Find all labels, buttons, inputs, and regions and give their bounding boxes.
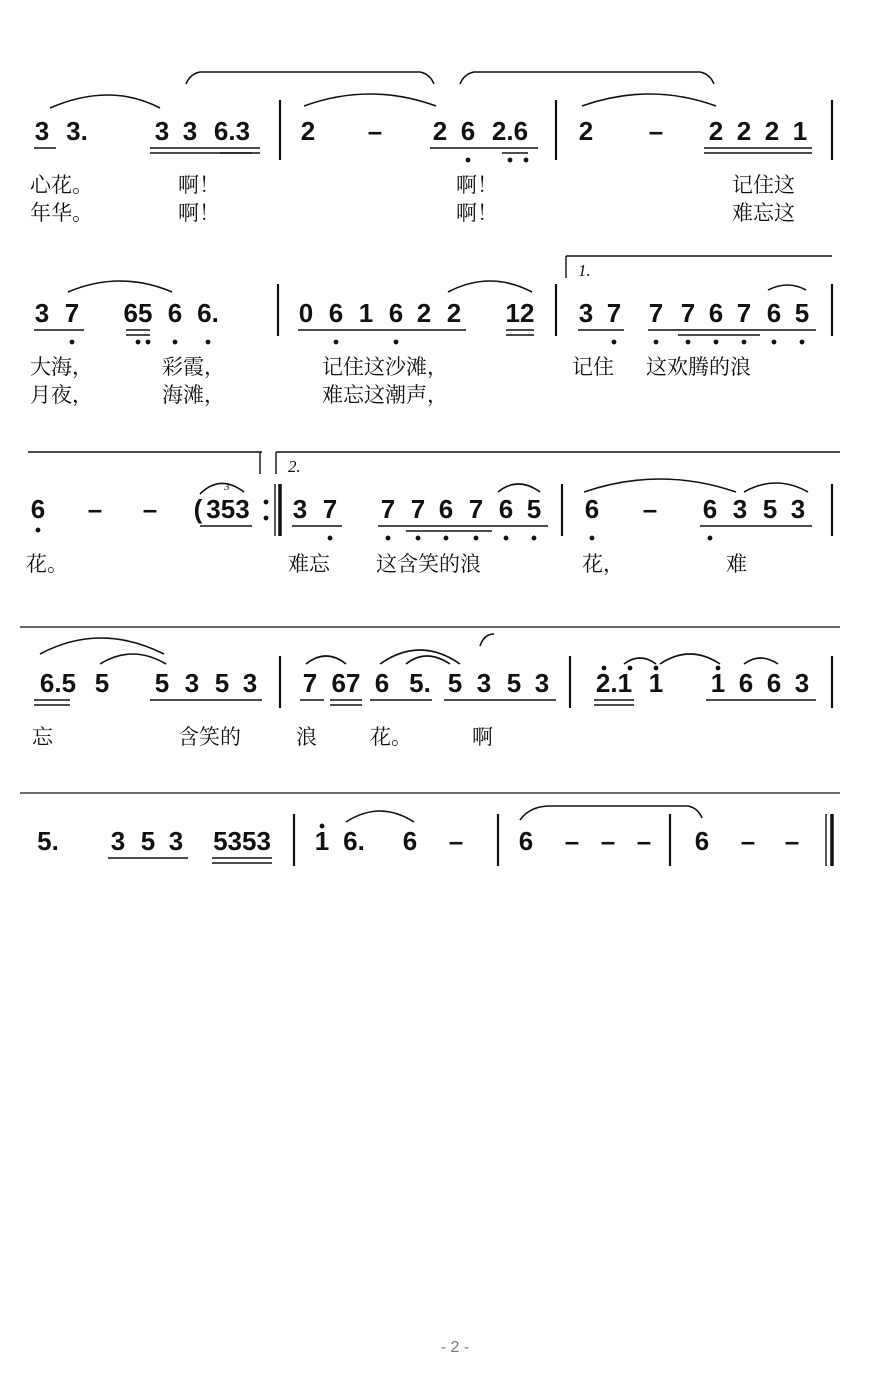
note: 67: [331, 668, 361, 698]
lyric-word: 心花。: [30, 173, 93, 197]
lyric-word: 含笑的: [178, 725, 241, 749]
note: 6: [766, 298, 782, 328]
note: 6.: [343, 826, 365, 856]
slur: [460, 72, 714, 84]
note: 1: [648, 668, 664, 698]
octave-dot: [264, 500, 269, 505]
lyric-word: 啊！: [456, 201, 498, 225]
note: 6: [584, 494, 600, 524]
octave-dot: [394, 340, 399, 345]
slur: [582, 94, 716, 106]
note: 7: [680, 298, 696, 328]
octave-dot: [36, 528, 41, 533]
slur: [624, 658, 656, 664]
lyric-word: 忘: [32, 725, 53, 749]
note: 12: [505, 298, 535, 328]
note: –: [740, 826, 756, 856]
note: –: [784, 826, 800, 856]
note: –: [142, 494, 158, 524]
lyric-word: 花。: [370, 725, 412, 749]
slur: [304, 94, 436, 106]
lyric-word: 花。: [26, 552, 68, 576]
note: 353: [206, 494, 250, 524]
note: 7: [322, 494, 338, 524]
note: 2: [764, 116, 780, 146]
note: 6: [167, 298, 183, 328]
lyric-word: 月夜，: [30, 383, 93, 407]
note: 5: [214, 668, 230, 698]
note: 6: [708, 298, 724, 328]
note: 3: [790, 494, 806, 524]
note: 7: [648, 298, 664, 328]
note: 1: [358, 298, 374, 328]
slur: [520, 806, 702, 820]
note: 7: [64, 298, 80, 328]
note: 3: [794, 668, 810, 698]
note: 3: [184, 668, 200, 698]
lyric-word: 难忘: [288, 552, 330, 576]
slur: [744, 483, 808, 492]
volta-second-label: 2.: [288, 457, 301, 476]
note: 3: [154, 116, 170, 146]
note: 6: [402, 826, 418, 856]
octave-dot: [800, 340, 805, 345]
score-lines: [20, 72, 840, 866]
octave-dot: [416, 536, 421, 541]
note: 0: [298, 298, 314, 328]
lyric-word: 海滩，: [162, 383, 225, 407]
note: –: [600, 826, 616, 856]
note: 6: [498, 494, 514, 524]
octave-dot: [328, 536, 333, 541]
octave-dot: [444, 536, 449, 541]
slur: [346, 811, 414, 822]
note: 2: [446, 298, 462, 328]
note: 5: [794, 298, 810, 328]
note: 5: [526, 494, 542, 524]
note: 6: [694, 826, 710, 856]
octave-dot: [524, 158, 529, 163]
note: –: [87, 494, 103, 524]
octave-dot: [136, 340, 141, 345]
note: 6: [30, 494, 46, 524]
octave-dot: [772, 340, 777, 345]
octave-dot: [590, 536, 595, 541]
note: 5: [140, 826, 156, 856]
note: 6: [328, 298, 344, 328]
lyric-word: 这欢腾的浪: [646, 355, 751, 379]
slur: [306, 656, 346, 664]
note: 2: [300, 116, 316, 146]
note: 5: [447, 668, 463, 698]
note: 3: [34, 298, 50, 328]
note: (: [193, 494, 203, 524]
note: 7: [736, 298, 752, 328]
note: 6.: [197, 298, 219, 328]
slur: [480, 634, 494, 646]
octave-dot: [474, 536, 479, 541]
note: 5: [506, 668, 522, 698]
score-lyrics: [26, 173, 795, 749]
note: 5: [94, 668, 110, 698]
lyric-word: 大海，: [30, 355, 93, 379]
slur: [584, 479, 736, 492]
note: 7: [468, 494, 484, 524]
note: 6: [438, 494, 454, 524]
note: 2: [432, 116, 448, 146]
lyric-word: 啊！: [178, 173, 220, 197]
note: 7: [606, 298, 622, 328]
octave-dot: [504, 536, 509, 541]
octave-dot: [206, 340, 211, 345]
note: 2: [578, 116, 594, 146]
slur: [448, 281, 532, 292]
note: 3.: [66, 116, 88, 146]
note: 5353: [213, 826, 271, 856]
note: 65: [123, 298, 153, 328]
note: 5.: [409, 668, 431, 698]
slur: [744, 658, 778, 664]
octave-dot: [654, 340, 659, 345]
note: 2: [708, 116, 724, 146]
note: 7: [302, 668, 318, 698]
lyric-word: 啊！: [456, 173, 498, 197]
note: –: [642, 494, 658, 524]
octave-dot: [686, 340, 691, 345]
note: –: [448, 826, 464, 856]
octave-dot: [466, 158, 471, 163]
note: 3: [732, 494, 748, 524]
slur: [186, 72, 434, 84]
octave-dot: [386, 536, 391, 541]
note: 3: [182, 116, 198, 146]
note: 3: [578, 298, 594, 328]
note: 5: [762, 494, 778, 524]
note: 2.6: [491, 116, 529, 146]
note: 3: [242, 668, 258, 698]
note: 3: [292, 494, 308, 524]
slur: [768, 285, 806, 290]
note: 6: [766, 668, 782, 698]
note: 5: [154, 668, 170, 698]
note: 2.1: [595, 668, 633, 698]
note: 7: [380, 494, 396, 524]
note: 6: [738, 668, 754, 698]
lyric-word: 啊: [472, 725, 493, 749]
note: –: [564, 826, 580, 856]
volta-first-label: 1.: [578, 261, 591, 280]
octave-dot: [508, 158, 513, 163]
note: 2: [736, 116, 752, 146]
note: 3: [168, 826, 184, 856]
lyric-word: 难: [726, 552, 747, 576]
note: 1: [710, 668, 726, 698]
octave-dot: [708, 536, 713, 541]
octave-dot: [70, 340, 75, 345]
note: 3: [34, 116, 50, 146]
octave-dot: [714, 340, 719, 345]
note: –: [648, 116, 664, 146]
note: 1: [792, 116, 808, 146]
note: 6.5: [39, 668, 77, 698]
octave-dot: [532, 536, 537, 541]
lyric-word: 浪: [296, 725, 317, 749]
note: 6: [518, 826, 534, 856]
lyric-word: 记住这沙滩，: [322, 355, 448, 379]
note: 6: [374, 668, 390, 698]
octave-dot: [612, 340, 617, 345]
note: 1: [314, 826, 330, 856]
note: 3: [110, 826, 126, 856]
note: 6: [460, 116, 476, 146]
octave-dot: [334, 340, 339, 345]
note: 3: [534, 668, 550, 698]
lyric-word: 难忘这: [732, 201, 795, 225]
note: –: [367, 116, 383, 146]
slur: [200, 483, 244, 494]
lyric-word: 这含笑的浪: [376, 552, 481, 576]
note: 6: [388, 298, 404, 328]
page-number: - 2 -: [440, 1339, 470, 1356]
octave-dot: [146, 340, 151, 345]
note: 6: [702, 494, 718, 524]
lyric-word: 花，: [582, 552, 624, 576]
octave-dot: [173, 340, 178, 345]
note: –: [636, 826, 652, 856]
slur: [100, 654, 166, 664]
octave-dot: [742, 340, 747, 345]
slur: [498, 484, 540, 492]
lyric-word: 年华。: [30, 201, 93, 225]
slur: [68, 281, 172, 292]
slur: [406, 656, 450, 664]
slur: [660, 654, 720, 664]
slur: [50, 95, 160, 108]
slur: [40, 638, 164, 654]
lyric-word: 记住: [572, 355, 614, 379]
note: 3: [476, 668, 492, 698]
note: 7: [410, 494, 426, 524]
lyric-word: 彩霞，: [162, 355, 225, 379]
lyric-word: 记住这: [732, 173, 795, 197]
triplet-mark: 3: [224, 481, 230, 493]
lyric-word: 啊！: [178, 201, 220, 225]
note: 6.3: [213, 116, 251, 146]
note: 5.: [37, 826, 59, 856]
lyric-word: 难忘这潮声，: [322, 383, 448, 407]
octave-dot: [264, 516, 269, 521]
score-notes: [31, 116, 809, 856]
note: 2: [416, 298, 432, 328]
